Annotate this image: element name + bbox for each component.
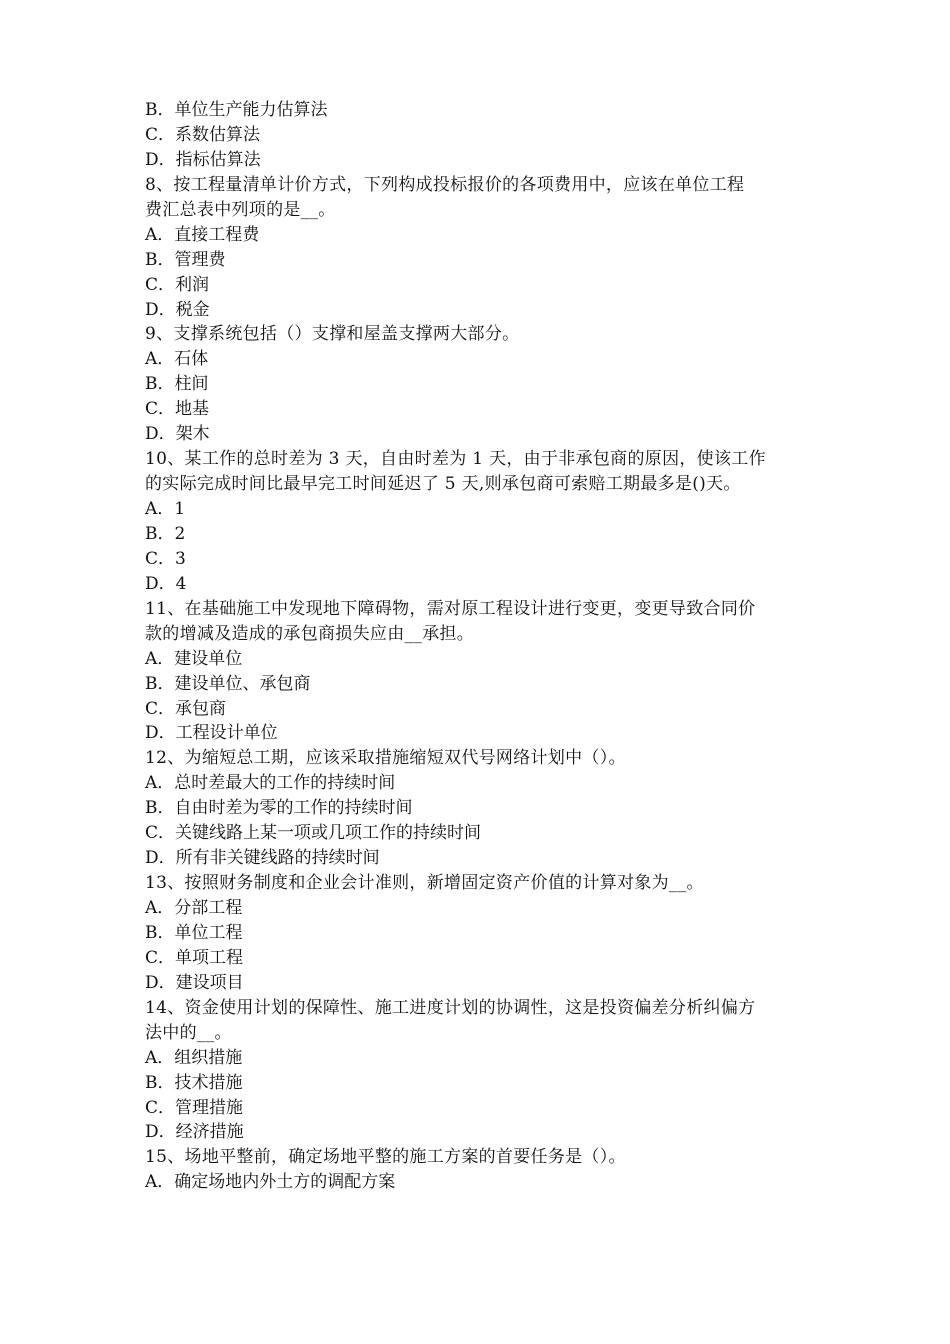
answer-option: D．指标估算法 bbox=[145, 149, 261, 170]
answer-option: B．单位工程 bbox=[145, 922, 243, 943]
question-line: 12、为缩短总工期，应该采取措施缩短双代号网络计划中（）。 bbox=[145, 748, 626, 769]
document-page bbox=[145, 98, 815, 1195]
answer-option: C．地基 bbox=[145, 399, 210, 420]
answer-option: C．3 bbox=[145, 548, 186, 569]
question-line: 13、按照财务制度和企业会计准则，新增固定资产价值的计算对象为__。 bbox=[145, 873, 704, 894]
answer-option: A．1 bbox=[145, 499, 186, 519]
question-line: 款的增减及造成的承包商损失应由__承担。 bbox=[145, 623, 474, 644]
answer-option: A．建设单位 bbox=[145, 648, 243, 669]
answer-option: C．管理措施 bbox=[145, 1097, 244, 1118]
answer-option: D．架木 bbox=[145, 424, 210, 445]
answer-option: B．建设单位、承包商 bbox=[145, 673, 311, 694]
answer-option: A．直接工程费 bbox=[145, 224, 260, 245]
question-line: 10、某工作的总时差为 3 天，自由时差为 1 天，由于非承包商的原因，使该工作 bbox=[145, 449, 766, 470]
answer-option: B．单位生产能力估算法 bbox=[145, 100, 328, 120]
answer-option: B．技术措施 bbox=[145, 1072, 243, 1093]
answer-option: D．税金 bbox=[145, 299, 210, 320]
answer-option: A．总时差最大的工作的持续时间 bbox=[145, 773, 396, 794]
answer-option: D．经济措施 bbox=[145, 1122, 244, 1143]
question-line: 法中的__。 bbox=[145, 1022, 232, 1043]
question-line: 8、按工程量清单计价方式，下列构成投标报价的各项费用中，应该在单位工程 bbox=[145, 174, 745, 195]
answer-option: A．分部工程 bbox=[145, 898, 243, 918]
answer-option: A．石体 bbox=[145, 349, 209, 370]
answer-option: C．单项工程 bbox=[145, 947, 244, 968]
question-line: 9、支撑系统包括（）支撑和屋盖支撑两大部分。 bbox=[145, 324, 520, 345]
answer-option: D．4 bbox=[145, 573, 187, 594]
answer-option: B．2 bbox=[145, 523, 186, 544]
question-line: 11、在基础施工中发现地下障碍物，需对原工程设计进行变更，变更导致合同价 bbox=[145, 598, 756, 619]
answer-option: D．所有非关键线路的持续时间 bbox=[145, 848, 380, 869]
answer-option: A．组织措施 bbox=[145, 1047, 243, 1068]
question-line: 15、场地平整前，确定场地平整的施工方案的首要任务是（）。 bbox=[145, 1147, 626, 1168]
answer-option: D．工程设计单位 bbox=[145, 723, 278, 744]
question-line: 14、资金使用计划的保障性、施工进度计划的协调性，这是投资偏差分析纠偏方 bbox=[145, 997, 756, 1018]
answer-option: B．柱间 bbox=[145, 374, 209, 395]
answer-option: B．管理费 bbox=[145, 249, 226, 270]
answer-option: C．利润 bbox=[145, 274, 210, 295]
answer-option: B．自由时差为零的工作的持续时间 bbox=[145, 798, 413, 819]
answer-option: D．建设项目 bbox=[145, 972, 244, 993]
answer-option: C．系数估算法 bbox=[145, 124, 261, 145]
question-line: 的实际完成时间比最早完工时间延迟了 5 天,则承包商可索赔工期最多是()天。 bbox=[145, 474, 741, 495]
answer-option: A．确定场地内外土方的调配方案 bbox=[145, 1172, 396, 1193]
answer-option: C．关键线路上某一项或几项工作的持续时间 bbox=[145, 823, 482, 844]
question-line: 费汇总表中列项的是__。 bbox=[145, 199, 336, 220]
answer-option: C．承包商 bbox=[145, 698, 227, 719]
